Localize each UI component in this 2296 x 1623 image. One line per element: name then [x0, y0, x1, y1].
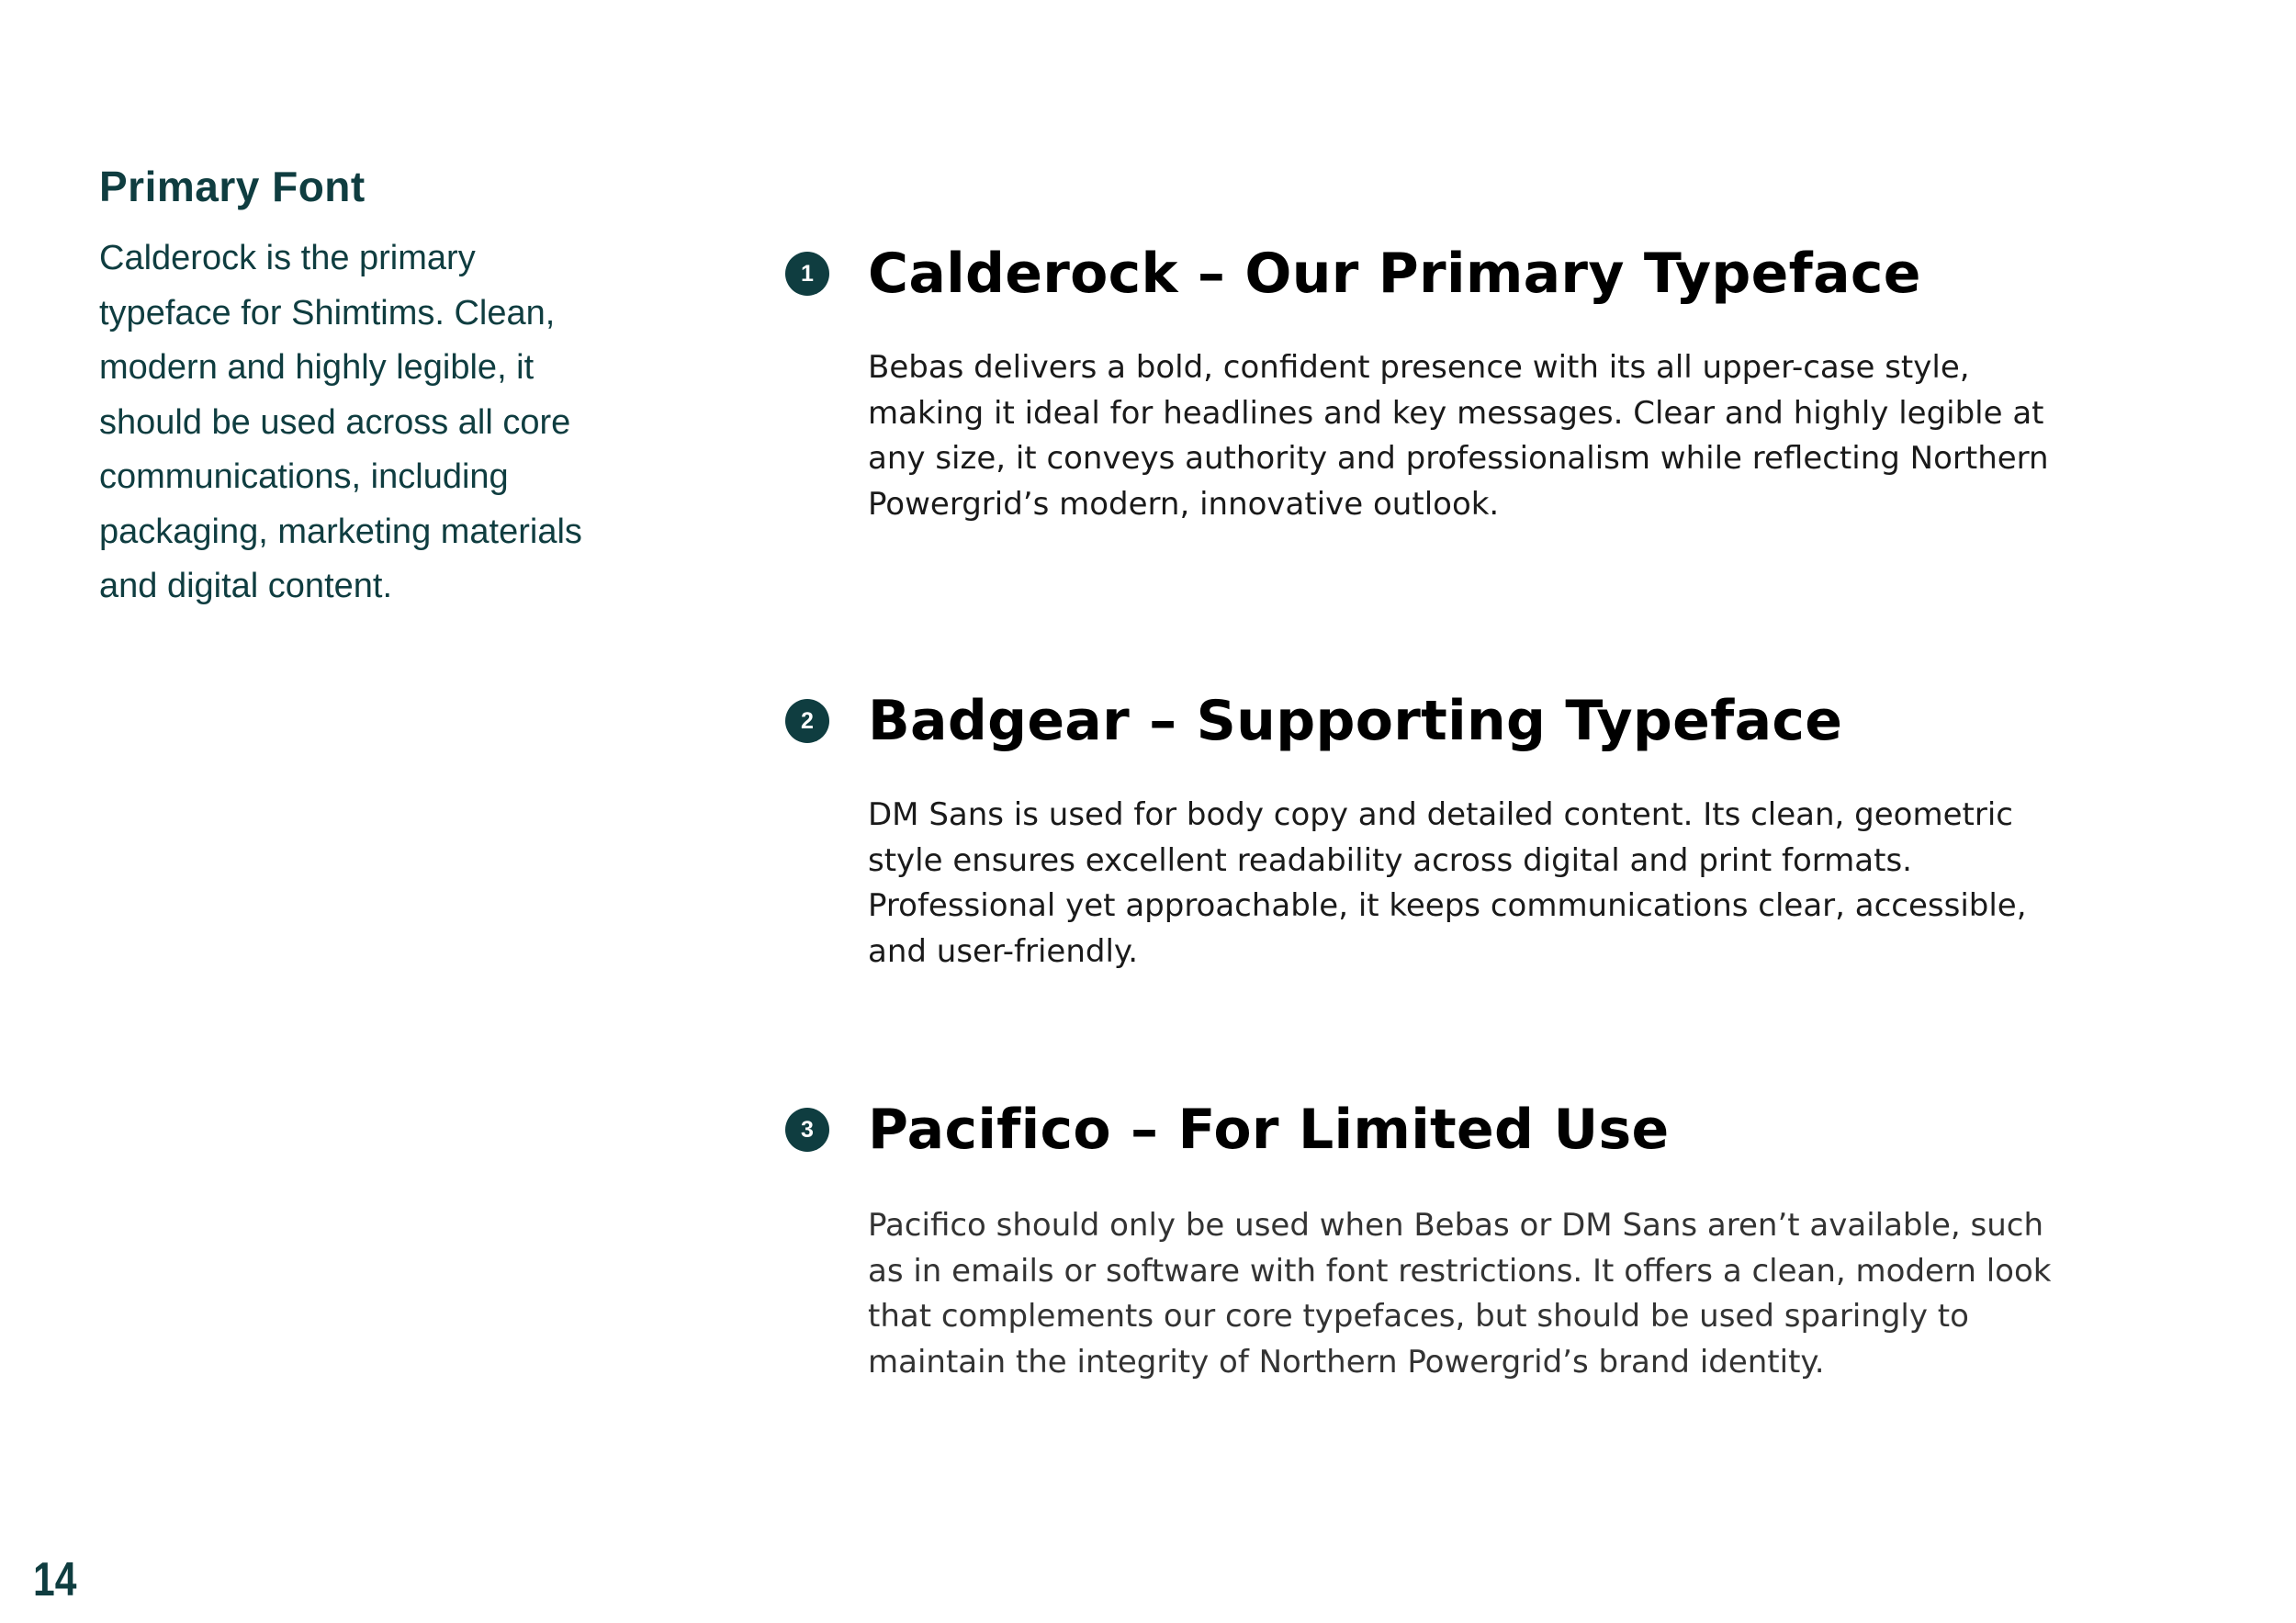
section-heading: Badgear – Supporting Typeface: [868, 689, 1843, 753]
section-primary-typeface: [785, 237, 2071, 527]
number-badge: 3: [785, 1108, 829, 1152]
number-badge: 2: [785, 699, 829, 743]
section-body: Pacifico should only be used when Bebas or DM Sans aren’t available, such as in emails or software with font restrictions. It offers a clean, modern look that complements our core typefaces, but should be used sparingly to maintain the integrity of Northern Powergrid’s brand identity.: [868, 1207, 2052, 1381]
number-badge: 1: [785, 252, 829, 296]
section-body: Bebas delivers a bold, confident presence with its all upper-case style, making it ideal for headlines and key messages. Clear and highly legible at any size, it conveys authority and professionalism while reflecting Northern Powergrid’s modern, innovative outlook.: [868, 349, 2049, 523]
section-heading-row: [785, 237, 2071, 310]
sidebar-description: Calderock is the primary typeface for Shimtims. Clean, modern and highly legible, it should be used across all core communications, including packaging, marketing materials and digital content.: [99, 239, 582, 605]
section-limited-use: [785, 1093, 2071, 1385]
section-body: DM Sans is used for body copy and detailed content. Its clean, geometric style ensures excellent readability across digital and print formats. Professional yet approachable, it keeps communications clear, accessible, and user-friendly.: [868, 796, 2027, 970]
section-heading: Calderock – Our Primary Typeface: [868, 242, 1921, 306]
sidebar: [99, 162, 613, 614]
page-number: 14: [33, 1553, 77, 1606]
section-heading-row: [785, 684, 2071, 758]
sidebar-title: Primary Font: [99, 163, 366, 210]
section-heading-row: [785, 1093, 2071, 1167]
section-heading: Pacifico – For Limited Use: [868, 1098, 1670, 1162]
section-supporting-typeface: [785, 684, 2071, 975]
